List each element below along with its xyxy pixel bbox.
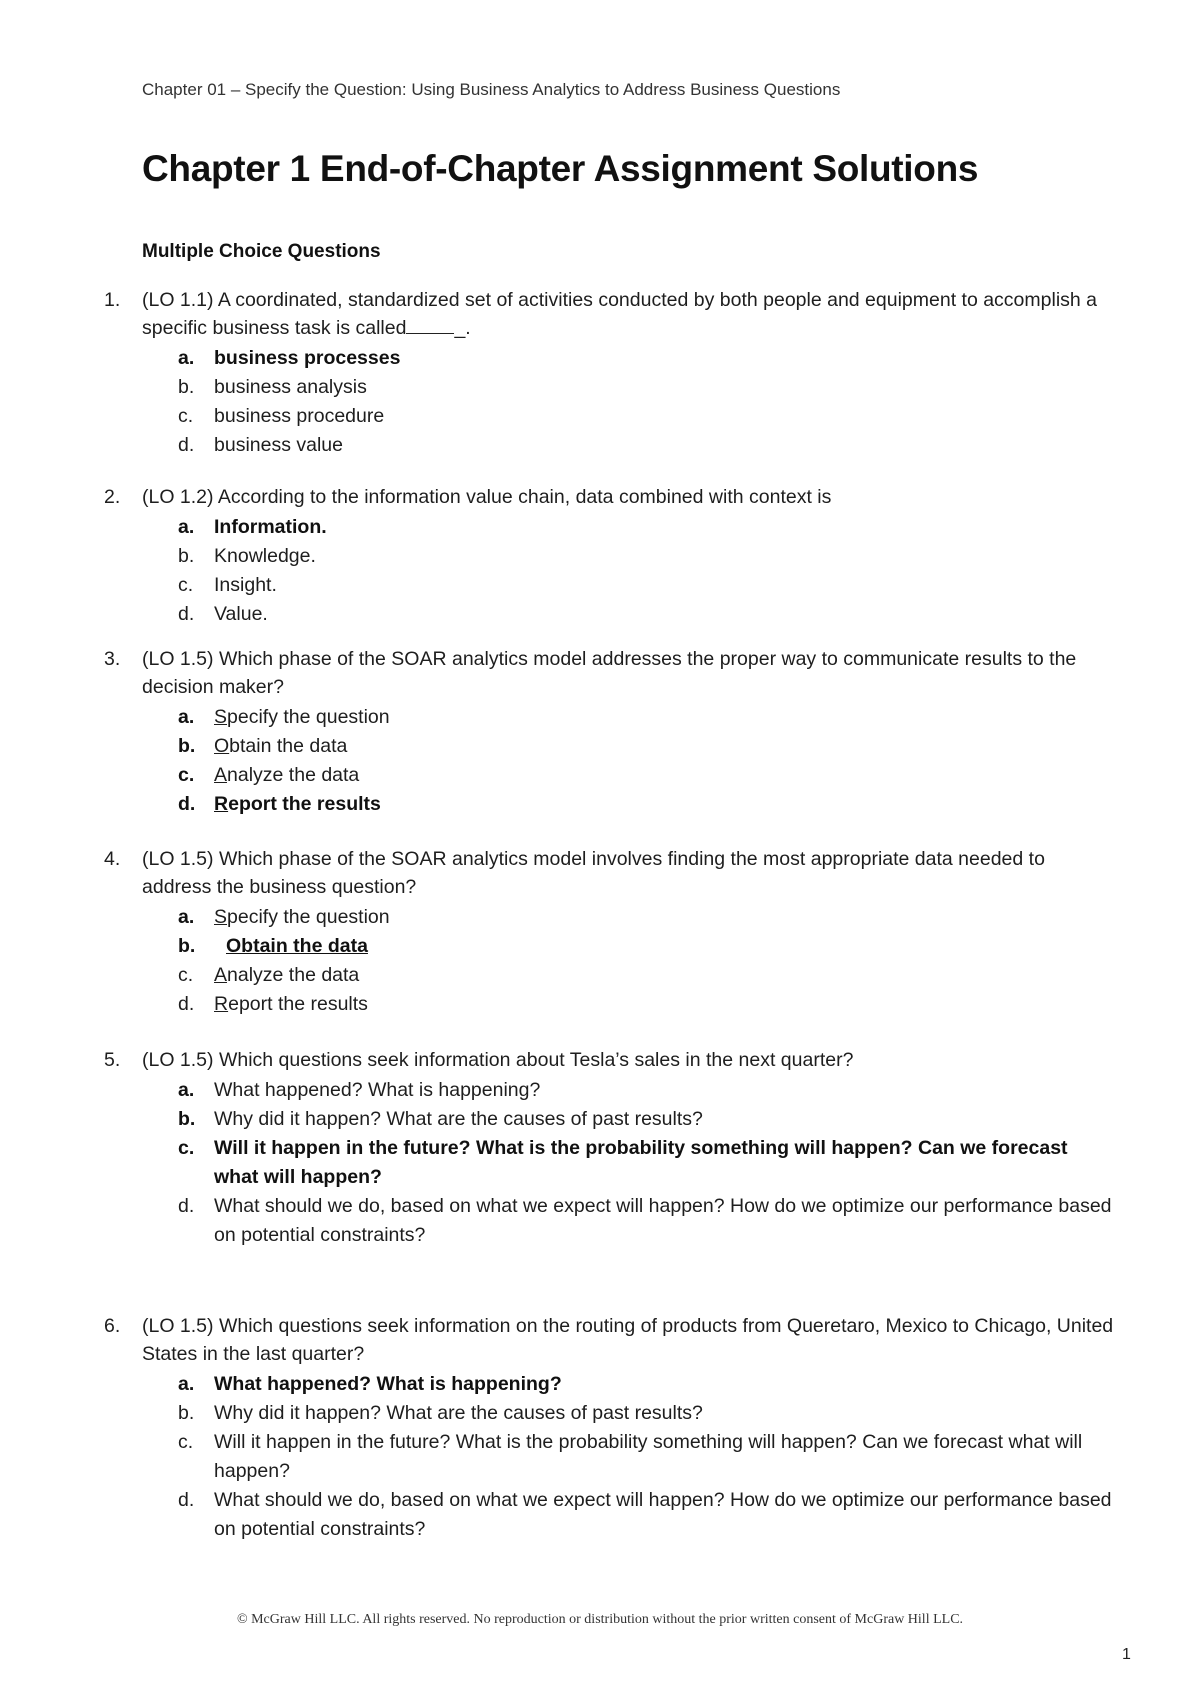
option-letter: a. (178, 1373, 195, 1395)
option-letter: b. (178, 376, 195, 398)
option-text: Will it happen in the future? What is the probability something will happen? Can we forecast what will happen? (214, 1431, 1083, 1482)
question-text: (LO 1.5) Which phase of the SOAR analytics model addresses the proper way to communicate results to the decision maker? (142, 648, 1077, 698)
option-d (104, 600, 1114, 629)
option-d (104, 790, 1114, 819)
option-initial: A (214, 964, 228, 986)
option-letter: a. (178, 1079, 195, 1101)
question-number: 6. (104, 1315, 121, 1337)
option-list (104, 1370, 1114, 1544)
question-number: 3. (104, 648, 121, 670)
option-a (104, 903, 1114, 932)
question-4 (104, 845, 1114, 1019)
option-text: business value (214, 434, 343, 456)
option-text: eport the results (228, 793, 381, 815)
option-a (104, 344, 1114, 373)
question-text (142, 286, 1114, 342)
option-letter: c. (178, 1431, 194, 1453)
option-text: Knowledge. (214, 545, 316, 567)
option-c (104, 961, 1114, 990)
option-list (104, 703, 1114, 819)
option-d (104, 1192, 1114, 1250)
option-b (104, 542, 1114, 571)
option-list (104, 344, 1114, 460)
option-text: btain the data (229, 735, 348, 757)
option-list (104, 513, 1114, 629)
option-text: eport the results (228, 993, 368, 1015)
question-text: (LO 1.5) Which questions seek information on the routing of products from Queretaro, Mexico to Chicago, United States in the last quarter? (142, 1315, 1114, 1365)
option-letter: b. (178, 935, 196, 957)
question-number: 1. (104, 289, 121, 311)
question-text: (LO 1.5) Which phase of the SOAR analytics model involves finding the most appropriate data needed to address the business question? (142, 848, 1045, 898)
option-initial: R (214, 993, 229, 1015)
option-text: What happened? What is happening? (214, 1079, 541, 1101)
option-text: nalyze the data (227, 964, 360, 986)
option-c (104, 1134, 1114, 1192)
option-b (104, 1399, 1114, 1428)
option-text: Will it happen in the future? What is the probability something will happen? Can we forecast what will happen? (214, 1137, 1068, 1188)
question-number: 5. (104, 1049, 121, 1071)
question-text: (LO 1.5) Which questions seek information about Tesla’s sales in the next quarter? (142, 1049, 854, 1071)
option-letter: d. (178, 603, 195, 625)
question-stem: (LO 1.1) A coordinated, standardized set of activities conducted by both people and equipment to accomplish a specific business task is called (142, 289, 1098, 339)
option-text: Information. (214, 516, 327, 538)
option-a (104, 1370, 1114, 1399)
page-number: 1 (1122, 1646, 1131, 1663)
option-initial: O (214, 735, 230, 757)
option-text: Why did it happen? What are the causes of past results? (214, 1108, 703, 1130)
option-letter: b. (178, 1108, 196, 1130)
option-letter: c. (178, 405, 194, 427)
option-text: What should we do, based on what we expect will happen? How do we optimize our performance based on potential constraints? (214, 1195, 1112, 1246)
question-number: 4. (104, 848, 121, 870)
option-d (104, 990, 1114, 1019)
question-5 (104, 1046, 1114, 1250)
question-suffix: _. (454, 317, 471, 339)
option-b (104, 1105, 1114, 1134)
running-header: Chapter 01 – Specify the Question: Using Business Analytics to Address Business Questions (142, 80, 841, 99)
option-initial: A (214, 764, 228, 786)
option-b (104, 732, 1114, 761)
option-initial: S (214, 906, 228, 928)
option-b (104, 373, 1114, 402)
option-c (104, 1428, 1114, 1486)
option-text: Why did it happen? What are the causes of past results? (214, 1402, 703, 1424)
option-letter: a. (178, 906, 195, 928)
question-2 (104, 483, 1114, 629)
option-list (104, 1076, 1114, 1250)
option-letter: d. (178, 1195, 195, 1217)
option-letter: b. (178, 1402, 195, 1424)
option-letter: c. (178, 1137, 195, 1159)
option-letter: c. (178, 964, 194, 986)
option-text: What should we do, based on what we expect will happen? How do we optimize our performance based on potential constraints? (214, 1489, 1112, 1540)
copyright-footer: © McGraw Hill LLC. All rights reserved. No reproduction or distribution without the prior written consent of McGraw Hill LLC. (236, 1612, 964, 1627)
option-a (104, 513, 1114, 542)
option-a (104, 1076, 1114, 1105)
option-text: business analysis (214, 376, 367, 398)
option-a (104, 703, 1114, 732)
question-6 (104, 1312, 1114, 1544)
question-1 (104, 286, 1114, 460)
option-letter: b. (178, 545, 195, 567)
option-letter: c. (178, 574, 194, 596)
option-c (104, 402, 1114, 431)
option-letter: d. (178, 434, 195, 456)
option-letter: a. (178, 347, 195, 369)
answer-blank (406, 315, 454, 334)
option-letter: d. (178, 1489, 195, 1511)
option-letter: b. (178, 735, 196, 757)
option-letter: a. (178, 706, 195, 728)
question-number: 2. (104, 486, 121, 508)
option-d (104, 431, 1114, 460)
option-text: nalyze the data (227, 764, 360, 786)
option-initial: R (214, 793, 229, 815)
option-text: Insight. (214, 574, 277, 596)
option-letter: c. (178, 764, 195, 786)
option-text: business processes (214, 347, 401, 369)
option-text: pecify the question (227, 706, 390, 728)
option-initial: S (214, 706, 228, 728)
question-text: (LO 1.2) According to the information value chain, data combined with context is (142, 486, 832, 508)
option-d (104, 1486, 1114, 1544)
option-b (104, 932, 1114, 961)
option-letter: a. (178, 516, 195, 538)
option-text: Obtain the data (226, 935, 368, 957)
section-heading: Multiple Choice Questions (142, 241, 381, 262)
option-list (104, 903, 1114, 1019)
page-title: Chapter 1 End-of-Chapter Assignment Solutions (142, 148, 979, 189)
option-text: Value. (214, 603, 268, 625)
question-3 (104, 645, 1114, 819)
option-letter: d. (178, 793, 196, 815)
option-c (104, 761, 1114, 790)
option-text: pecify the question (227, 906, 390, 928)
option-c (104, 571, 1114, 600)
option-text: business procedure (214, 405, 385, 427)
option-letter: d. (178, 993, 195, 1015)
option-text: What happened? What is happening? (214, 1373, 562, 1395)
